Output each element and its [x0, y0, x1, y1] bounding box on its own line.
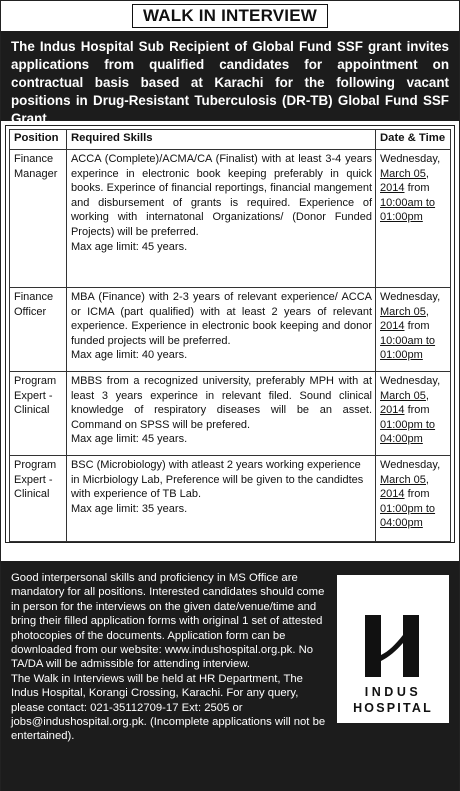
logo-text-hospital: HOSPITAL [353, 701, 433, 715]
logo-text-indus: INDUS [364, 685, 422, 699]
table-row [10, 372, 451, 456]
date-cell: Wednesday, March 05, 2014 from 01:00pm to 04:00pm [376, 456, 451, 542]
max-age: Max age limit: 40 years. [70, 349, 188, 362]
table-row [10, 456, 451, 542]
positions-table [9, 129, 451, 542]
footer-band [1, 561, 459, 791]
hospital-logo [337, 575, 449, 723]
max-age: Max age limit: 45 years. [70, 240, 188, 253]
table-header-row [10, 130, 451, 150]
position-cell: Program Expert - Clinical [10, 456, 67, 542]
intro-text: The Indus Hospital Sub Recipient of Global Fund SSF grant invites applications from qualified candidates for appointment on contractual basis based at Karachi for the following vacant positions in Drug-Resistant Tuberculosis (DR-TB) Global Fund SSF Grant. [11, 39, 449, 126]
table-row [10, 150, 451, 288]
position-cell: Finance Officer [10, 288, 67, 372]
skills-cell: BSC (Microbiology) with atleast 2 years working experience in Micrbiology Lab, Preference will be given to the candidtes with experience of TB Lab. Max age limit: 35 years. [66, 456, 375, 542]
date-cell: Wednesday, March 05, 2014 from 10:00am to 01:00pm [376, 150, 451, 288]
position-cell: Program Expert - Clinical [10, 372, 67, 456]
skills-cell: MBBS from a recognized university, preferably MPH with at least 3 years experince in relevant filed. Sound clinical knowledge of respiratory diseases will be an asset. Command on SPSS will be prefered. Max age limit: 45 years. [66, 372, 375, 456]
position-cell: Finance Manager [10, 150, 67, 288]
header-position: Position [10, 130, 67, 150]
date-cell: Wednesday, March 05, 2014 from 01:00pm to 04:00pm [376, 372, 451, 456]
footer-paragraph: The Walk in Interviews will be held at HR Department, The Indus Hospital, Korangi Crossing, Karachi. For any query, please contact: 021-35112709-17 Ext: 2505 or jobs@indushospital.org.pk. (Incomplete applications will not be entertained). [11, 672, 326, 743]
title-bar [1, 1, 459, 31]
header-required-skills: Required Skills [66, 130, 375, 150]
table-row [10, 288, 451, 372]
skills-cell: ACCA (Complete)/ACMA/CA (Finalist) with at least 3-4 years experince in electronic book keeping preferably in quick books. Experince of financial reportings, financial mangement and disbursement of grants is required. Experience of working with internatonal Organizations/ (Donor Funded Projects) will be preferred. Max age limit: 45 years. [66, 150, 375, 288]
max-age: Max age limit: 45 years. [70, 433, 188, 446]
header-date-time: Date & Time [376, 130, 451, 150]
indus-h-mark-icon [363, 615, 421, 677]
skills-cell: MBA (Finance) with 2-3 years of relevant experience/ ACCA or ICMA (part qualified) with at least 2 years of relevant experience. Experience in electronic book keeping and donor funded projects will be preferred. Max age limit: 40 years. [66, 288, 375, 372]
positions-table-frame [5, 125, 455, 543]
page-title: WALK IN INTERVIEW [132, 4, 328, 28]
footer-paragraph: Good interpersonal skills and proficiency in MS Office are mandatory for all positions. Interested candidates should come in person for the interviews on the given date/venue/time and bring their filled application forms with original 1 set of attested photocopies of the documents. Application form can be downloaded from our website: www.indushospital.org.pk. No TA/DA will be admissible for attending interview. [11, 572, 325, 671]
footer-instructions [1, 561, 339, 791]
date-cell: Wednesday, March 05, 2014 from 10:00am to 01:00pm [376, 288, 451, 372]
intro-band [1, 31, 459, 126]
max-age: Max age limit: 35 years. [70, 502, 188, 515]
